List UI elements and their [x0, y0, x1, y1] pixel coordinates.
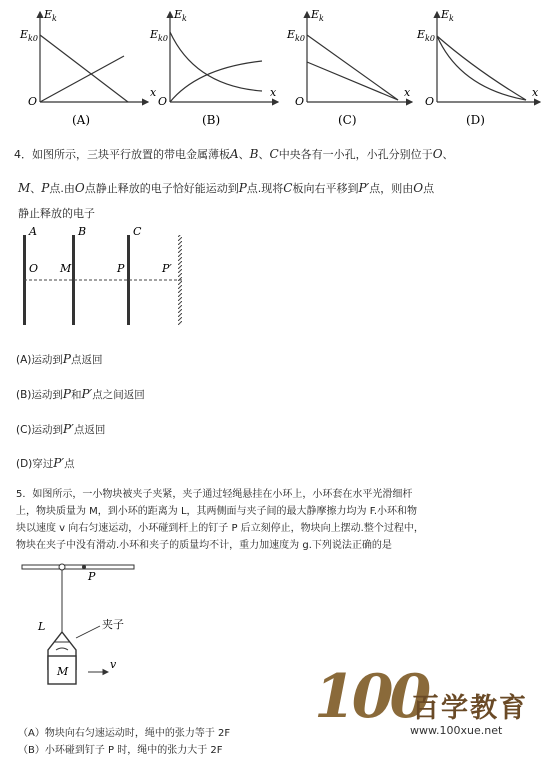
q5-line-2: 上，物块质量为 M，到小环的距离为 L，其两侧面与夹子间的最大静摩擦力均为 F.小环和物	[16, 506, 418, 517]
point-p-prime-label: P′	[162, 262, 172, 275]
point-m-label: M	[60, 262, 72, 275]
q5-pendulum-figure	[14, 558, 184, 696]
graph-d-origin: O	[425, 95, 435, 108]
graph-b-curve-2	[170, 61, 262, 102]
q5-option-b: （B）小环碰到钉子 P 时，绳中的张力大于 2F	[18, 745, 223, 756]
plate-a-label: A	[29, 225, 37, 238]
q4-option-c: (C)运动到P′点返回	[16, 422, 106, 436]
graph-c-caption: (C)	[338, 113, 357, 127]
plate-b-label: B	[78, 225, 87, 238]
q4-number: 4．	[14, 148, 32, 161]
q5-option-a: （A）物块向右匀速运动时，绳中的张力等于 2F	[18, 728, 231, 739]
q4-line-2: M、P点.由O点静止释放的电子恰好能运动到P点.现将C板向右平移到P′点，则由O点	[18, 181, 435, 195]
label-l: L	[38, 620, 46, 633]
q4-option-d: (D)穿过P′点	[16, 456, 75, 470]
q4-option-a: (A)运动到P点返回	[16, 352, 103, 366]
graph-b-y0-label: $E_{k0}$	[150, 28, 168, 43]
graph-b-origin: O	[158, 95, 168, 108]
label-clip: 夹子	[102, 618, 124, 631]
graph-c-y-label: $E_k$	[311, 8, 324, 23]
ek-x-graphs	[0, 0, 554, 140]
q4-line-3: 静止释放的电子	[18, 207, 95, 220]
watermark-digits: 100	[314, 662, 428, 732]
graph-a-y-label: $E_k$	[44, 8, 57, 23]
label-m: M	[57, 665, 69, 678]
graph-c-origin: O	[295, 95, 305, 108]
graph-c-x-label: x	[404, 86, 411, 99]
graph-d-caption: (D)	[466, 113, 485, 127]
graph-d-y0-label: $E_{k0}$	[417, 28, 435, 43]
label-p: P	[88, 570, 96, 583]
graph-a-x-label: x	[150, 86, 157, 99]
graph-b-caption: (B)	[202, 113, 221, 127]
graph-c-y0-label: $E_{k0}$	[287, 28, 305, 43]
point-o-label: O	[29, 262, 39, 275]
graph-a	[19, 8, 157, 127]
graph-d-curve-1	[437, 36, 526, 100]
graph-d-x-label: x	[532, 86, 539, 99]
graph-a-y0-label: $E_{k0}$	[20, 28, 38, 43]
clip-pointer-line	[76, 626, 100, 638]
graph-d-y-label: $E_k$	[441, 8, 454, 23]
label-v: v	[110, 658, 117, 671]
q5-line-1: 5．如图所示，一小物块被夹子夹紧，夹子通过轻绳悬挂在小环上，小环套在水平光滑细杆	[16, 489, 413, 500]
graph-b-x-label: x	[270, 86, 277, 99]
q4-plates-figure	[14, 225, 194, 330]
watermark-logo	[312, 664, 554, 744]
graph-a-origin: O	[28, 95, 38, 108]
q5-line-4: 物块在夹子中没有滑动.小环和夹子的质量均不计，重力加速度为 g.下列说法正确的是	[16, 540, 392, 551]
watermark-brand: 百学教育	[412, 693, 528, 724]
graph-a-caption: (A)	[72, 113, 91, 127]
horizontal-rod	[22, 565, 134, 569]
small-ring	[59, 564, 65, 570]
graph-b	[149, 8, 278, 127]
graph-d-curve-2	[437, 36, 526, 100]
nail-p	[82, 565, 86, 569]
q4-option-b: (B)运动到P和P′点之间返回	[16, 387, 145, 401]
graph-a-curve-1	[40, 35, 128, 102]
graph-b-y-label: $E_k$	[174, 8, 187, 23]
graph-b-curve-1	[170, 32, 262, 91]
graph-c	[286, 8, 412, 127]
watermark-url: www.100xue.net	[410, 724, 503, 737]
q4-line-1: 4．如图所示，三块平行放置的带电金属薄板A、B、C中央各有一小孔，小孔分别位于O、	[14, 147, 454, 161]
graph-d	[416, 8, 540, 127]
plate-c-label: C	[133, 225, 142, 238]
q5-line-3: 块以速度 v 向右匀速运动，小环碰到杆上的钉子 P 后立刻停止，物块向上摆动.整个过程中，	[16, 523, 424, 534]
graph-a-curve-2	[40, 56, 124, 102]
point-p-label: P	[117, 262, 125, 275]
